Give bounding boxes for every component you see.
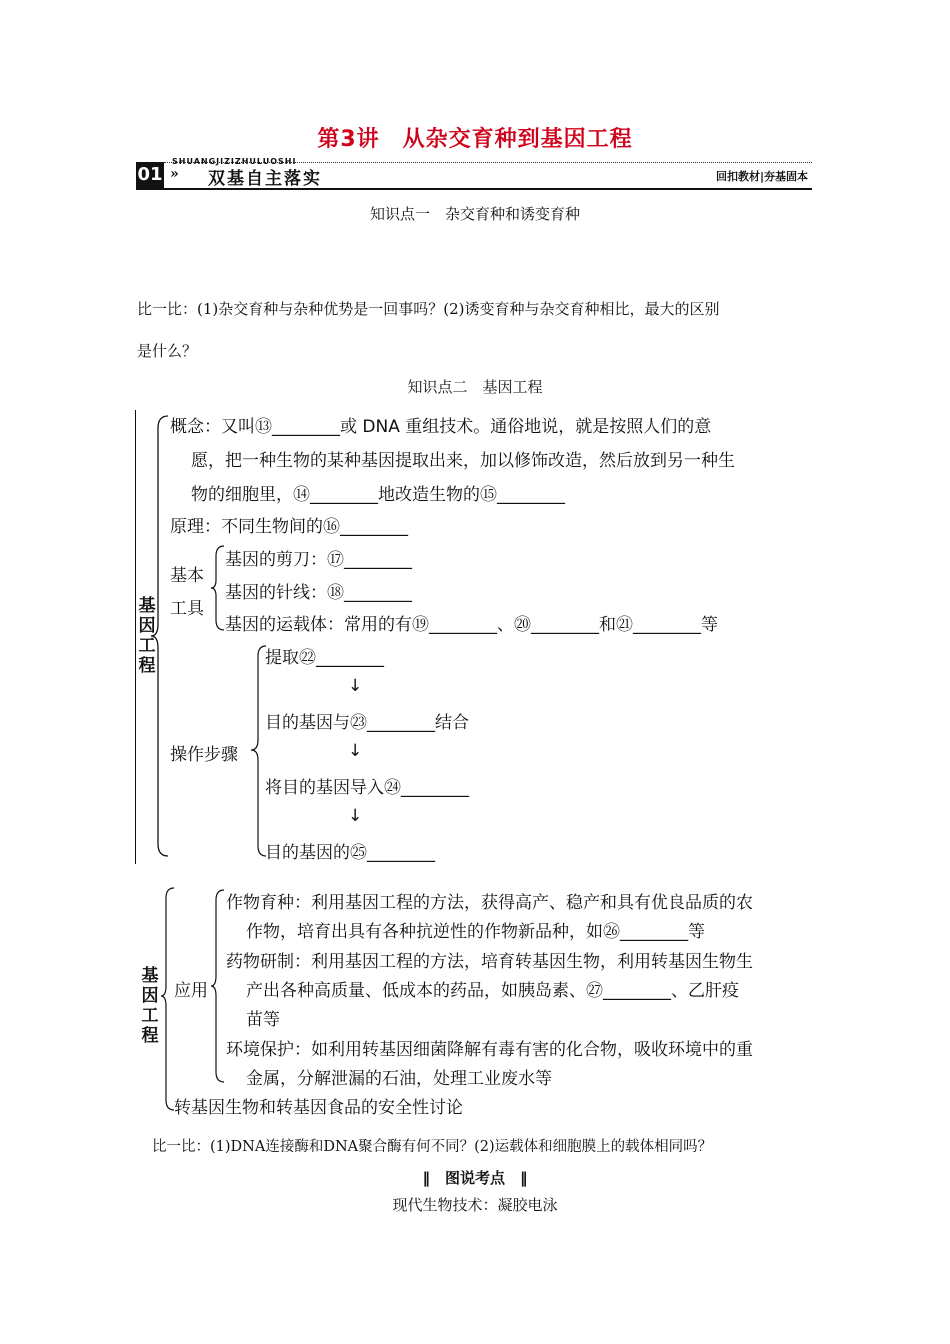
question-2: 比一比：(1)DNA连接酶和DNA聚合酶有何不同？(2)运载体和细胞膜上的载体相同吗？	[152, 1139, 713, 1155]
app-crop-line-2: 作物，培育出具有各种抗逆性的作物新品种，如㉖________等	[246, 922, 705, 942]
app-drug-line-2: 产出各种高质量、低成本的药品，如胰岛素、㉗________、乙肝疫	[246, 981, 739, 1001]
step-3: 将目的基因导入㉔________	[265, 778, 469, 798]
section-banner	[136, 156, 812, 192]
banner-number: 01	[136, 162, 164, 188]
principle-line: 原理：不同生物间的⑯________	[170, 517, 408, 537]
tools-label-bottom: 工具	[170, 599, 204, 619]
application-brace	[210, 888, 226, 1086]
steps-brace	[250, 644, 268, 860]
concept-line-3: 物的细胞里，⑭________地改造生物的⑮________	[191, 485, 565, 505]
topic-line: 现代生物技术：凝胶电泳	[392, 1196, 558, 1214]
tools-label-top: 基本	[170, 566, 204, 586]
step-arrow-1-icon: ↓	[348, 676, 363, 696]
step-1: 提取㉒________	[265, 648, 384, 668]
knowledge-point-2: 知识点二 基因工程	[407, 378, 543, 396]
diagram-2-root-label: 基因工程	[141, 966, 159, 1046]
tools-brace	[210, 544, 226, 632]
lesson-title: 第3讲 从杂交育种到基因工程	[317, 127, 633, 152]
banner-section-name: 双基自主落实	[208, 169, 322, 189]
tool-scissors: 基因的剪刀：⑰________	[225, 550, 412, 570]
knowledge-point-1: 知识点一 杂交育种和诱变育种	[369, 205, 580, 223]
figure-section-title: ‖ 图说考点 ‖	[422, 1169, 528, 1187]
concept-line-2: 愿，把一种生物的某种基因提取出来，加以修饰改造，然后放到另一种生	[191, 451, 735, 471]
step-arrow-3-icon: ↓	[348, 806, 363, 826]
banner-bottom-rule	[136, 188, 812, 190]
tool-vector: 基因的运载体：常用的有⑲________、⑳________和㉑________等	[225, 615, 718, 635]
banner-pinyin: SHUANGJIZIZHULUOSHI	[172, 157, 297, 166]
app-drug-line-3: 苗等	[246, 1010, 280, 1030]
tool-needle: 基因的针线：⑱________	[225, 583, 412, 603]
concept-line-1: 概念：又叫⑬________或 DNA 重组技术。通俗地说，就是按照人们的意	[170, 417, 712, 437]
app-crop-line-1: 作物育种：利用基因工程的方法，获得高产、稳产和具有优良品质的农	[226, 893, 753, 913]
app-env-line-2: 金属，分解泄漏的石油，处理工业废水等	[246, 1069, 552, 1089]
safety-discussion: 转基因生物和转基因食品的安全性讨论	[174, 1098, 463, 1118]
banner-arrow-icon: »	[170, 166, 179, 182]
diagram-1-root-label: 基因工程	[138, 596, 156, 676]
step-4: 目的基因的㉕________	[265, 843, 435, 863]
application-label: 应用	[174, 981, 208, 1001]
diagram-1-main-brace	[150, 414, 170, 858]
app-drug-line-1: 药物研制：利用基因工程的方法，培育转基因生物，利用转基因生物生	[226, 952, 753, 972]
app-env-line-1: 环境保护：如利用转基因细菌降解有毒有害的化合物，吸收环境中的重	[226, 1040, 753, 1060]
step-2: 目的基因与㉓________结合	[265, 713, 469, 733]
diagram-1-left-border	[135, 410, 136, 864]
steps-label: 操作步骤	[170, 745, 238, 765]
banner-right-label: 回扣教材|夯基固本	[715, 170, 808, 183]
question-1-line-1: 比一比：(1)杂交育种与杂种优势是一回事吗？(2)诱变育种与杂交育种相比，最大的区别	[137, 300, 720, 318]
question-1-line-2: 是什么？	[137, 342, 198, 360]
step-arrow-2-icon: ↓	[348, 741, 363, 761]
